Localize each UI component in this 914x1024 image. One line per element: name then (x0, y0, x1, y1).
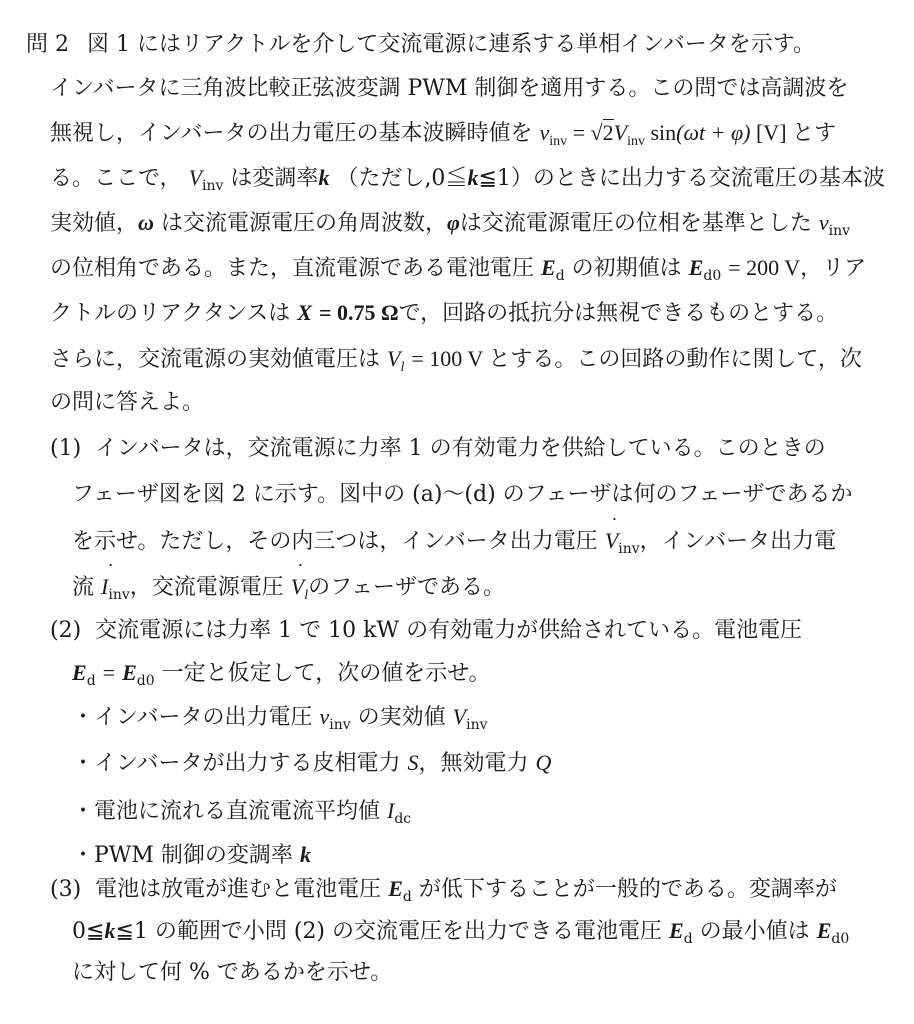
subq1-text-b: フェーザ図を図 2 に示す。図中の (a)～(d) のフェーザは何のフェーザであるか (72, 482, 853, 507)
bullet-2-text-b: ，無効電力 (418, 751, 529, 776)
intro-text-5a: 実効値， (50, 211, 139, 236)
intro-line-6 (50, 253, 866, 287)
bullet-2: ・インバータが出力する皮相電力 S，無効電力 Q (72, 750, 552, 776)
intro-text-6c: = 200 V，リア (728, 255, 867, 280)
intro-text-7a: クトルのリアクタンスは (50, 301, 291, 326)
subq2-text-a: 交流電源には力率 1 で 10 kW の有効電力が供給されている。電池電圧 (95, 618, 803, 643)
phi-symbol: φ (446, 210, 460, 235)
omega-symbol: ω (138, 210, 154, 235)
subq2-line-2: $E_d = E_{d0}$ 一定と仮定して，次の値を示せ。 (72, 660, 491, 689)
vl-phasor-subscript: l (304, 588, 309, 603)
intro-text-9: の問に答えよ。 (50, 390, 205, 415)
subq1-line-4 (72, 572, 505, 606)
intro-text-3b: とす (792, 121, 837, 146)
subq3-line-2: 0≦k≦1 の範囲で小問 (2) の交流電圧を出力できる電池電圧 $E_d$ の最小値は $E_{d0}$ (72, 918, 850, 947)
subq1-text-f: ，交流電源電圧 (129, 575, 284, 600)
subq1-line-2 (72, 480, 852, 514)
subq1-text-c: を示せ。ただし，その内三つは，インバータ出力電圧 (72, 529, 598, 554)
intro-text-4c: （ただし,0≦ (336, 166, 468, 191)
subq1-line-3 (72, 526, 836, 560)
subq3-text-c: 0≦ (72, 919, 105, 944)
subq1-text-d: ，インバータ出力電 (639, 529, 837, 554)
ed-symbol-2: E (72, 660, 87, 685)
intro-line-2 (50, 74, 848, 108)
intro-text-3a: 無視し，インバータの出力電圧の基本波瞬時値を (50, 121, 533, 146)
subq1-label: (1) (50, 436, 82, 461)
vinv-symbol: V (188, 165, 203, 190)
bullet-4: ・PWM 制御の変調率 k (72, 842, 311, 868)
intro-line-9 (50, 388, 204, 422)
intro-text-1: 図 1 にはリアクトルを介して交流電源に連系する単相インバータを示す。 (87, 32, 816, 57)
intro-line-7 (50, 298, 838, 332)
vl-symbol: V (387, 346, 401, 371)
ed-subscript: d (555, 268, 565, 284)
subq3-label: (3) (50, 877, 82, 902)
subq2-label: (2) (50, 618, 82, 643)
intro-text-8b: = 100 V とする。この回路の動作に関して，次 (411, 346, 862, 371)
iinv-phasor-symbol: ˙ I (101, 572, 108, 602)
vinv-symbol-2: v (818, 210, 829, 235)
reactance-value: = 0.75 Ω (318, 300, 399, 325)
intro-text-6a: の位相角である。また，直流電源である電池電圧 (50, 256, 535, 281)
intro-text-5b: は交流電源電圧の角周波数， (160, 211, 447, 236)
subq3-line-1: (3) 電池は放電が進むと電池電圧 $E_d$ が低下することが一般的である。変調率が (50, 876, 837, 905)
subq1-text-e: 流 (72, 575, 95, 600)
intro-line-4 (50, 163, 885, 197)
subq1-text-g: のフェーザである。 (308, 575, 506, 600)
subq3-line-3 (72, 958, 392, 992)
bullet-3-text-a: ・電池に流れる直流電流平均値 (72, 799, 381, 824)
intro-line-5 (50, 208, 850, 242)
bullet-1-text-a: ・インバータの出力電圧 (72, 705, 313, 730)
ed0-symbol-2: E (122, 660, 137, 685)
vinv-phasor-subscript: inv (618, 541, 640, 557)
subq3-text-d: ≦1 の範囲で小問 (2) の交流電圧を出力できる電池電圧 (115, 919, 663, 944)
bullet-1-text-b: の実効値 (357, 705, 446, 730)
subq1-text-a: インバータは，交流電源に力率 1 の有効電力を供給している。このときの (95, 436, 826, 461)
intro-line-8 (50, 344, 862, 378)
question-header (26, 30, 815, 64)
subq2-line-1 (50, 616, 802, 650)
bullet-2-text-a: ・インバータが出力する皮相電力 (72, 751, 401, 776)
vinv-subscript-2: inv (828, 223, 851, 239)
vinv-formula: $v_{inv} = √2V_{inv}$ sin(ωt + φ) [V] (539, 120, 787, 149)
ed0-symbol: E (688, 255, 704, 280)
vl-phasor-symbol: ˙ V (291, 572, 304, 602)
subq3-text-f: に対して何 % であるかを示せ。 (72, 960, 393, 985)
intro-text-2: インバータに三角波比較正弦波変調 PWM 制御を適用する。この問では高調波を (50, 76, 849, 101)
subq1-line-1 (50, 434, 826, 468)
intro-text-5c: は交流電源電圧の位相を基準とした (459, 211, 812, 236)
k-symbol: k (318, 165, 330, 190)
vinv-subscript: inv (202, 178, 224, 194)
vinv-phasor-symbol: ˙ V (605, 526, 618, 556)
question-number: 問 2 (26, 32, 69, 57)
subq3-text-a: 電池は放電が進むと電池電圧 (95, 877, 382, 902)
x-symbol: X (297, 300, 312, 325)
k-symbol-2: k (467, 165, 479, 190)
intro-text-8a: さらに，交流電源の実効値電圧は (50, 347, 381, 372)
intro-text-4a: る。ここで， (50, 166, 182, 191)
ed0-subscript: d0 (703, 268, 722, 284)
ed-symbol: E (541, 255, 556, 280)
vl-subscript: l (400, 360, 405, 375)
subq2-text-b: 一定と仮定して，次の値を示せ。 (161, 661, 491, 686)
bullet-1: ・インバータの出力電圧 $v_{inv}$ の実効値 $V_{inv}$ (72, 704, 488, 733)
intro-text-4d: ≦1）のときに出力する交流電圧の基本波 (478, 166, 885, 191)
intro-text-6b: の初期値は (571, 256, 682, 281)
subq3-text-b: が低下することが一般的である。変調率が (418, 877, 837, 902)
bullet-3: ・電池に流れる直流電流平均値 $I_{dc}$ (72, 798, 412, 827)
intro-text-4b: は変調率 (230, 166, 319, 191)
intro-text-7c: で，回路の抵抗分は無視できるものとする。 (398, 301, 839, 326)
iinv-phasor-subscript: inv (108, 587, 130, 603)
subq3-text-e: の最小値は (699, 919, 810, 944)
bullet-4-text-a: ・PWM 制御の変調率 (72, 843, 293, 868)
intro-line-3 (50, 118, 836, 152)
